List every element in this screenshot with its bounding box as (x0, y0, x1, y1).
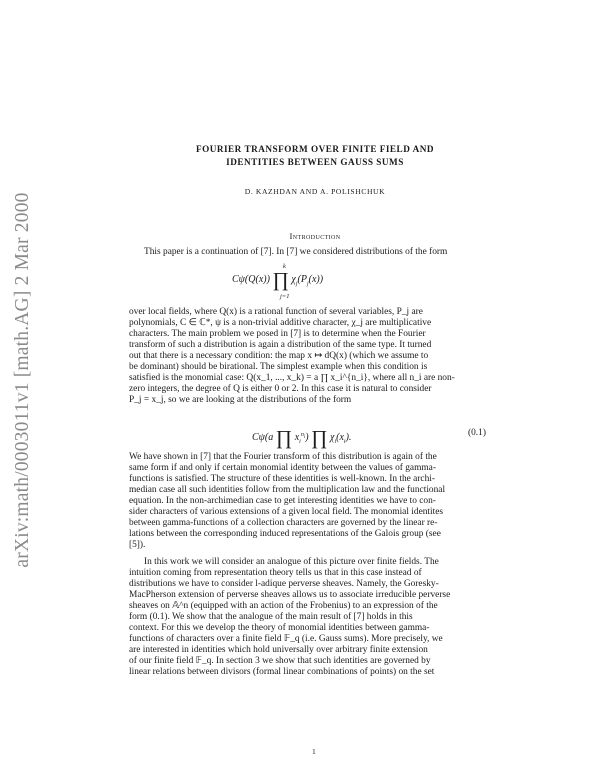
paragraph-line: functions is satisfied. The structure of these identities is well-known. In the archi- (129, 474, 436, 484)
paragraph-line: form (0.1). We show that the analogue of the main result of [7] holds in this (129, 612, 413, 622)
paragraph-line: characters. The main problem we posed in [7] is to determine when the Fourier (129, 329, 426, 339)
paragraph-line: [5]). (129, 540, 146, 550)
paragraph-line: In this work we will consider an analogue of this picture over finite fields. The (144, 557, 439, 567)
paragraph-line: equation. In the non-archimedian case to get interesting identities we have to con- (129, 496, 436, 506)
paragraph-line: lations between the corresponding induced representations of the Galois group (see (129, 529, 441, 539)
paragraph-line: over local fields, where Q(x) is a rational function of several variables, P_j are (129, 307, 423, 317)
paragraph-line: median case all such identities follow from the multiplication law and the functional (129, 485, 446, 495)
paragraph-line: out that there is a necessary condition: the map x ↦ dQ(x) (which we assume to (129, 351, 429, 361)
paragraph-line: are interested in identities which hold universally over arbitrary finite extension (129, 645, 428, 655)
paragraph-line: transform of such a distribution is again a distribution of the same type. It turned (129, 340, 432, 350)
paragraph-line: same form if and only if certain monomial identity between the values of gamma- (129, 463, 436, 473)
paper-title-line-1: FOURIER TRANSFORM OVER FINITE FIELD AND (195, 144, 435, 154)
paper-authors: D. KAZHDAN AND A. POLISHCHUK (244, 187, 386, 196)
paragraph-line: P_j = x_j, so we are looking at the distributions of the form (129, 395, 352, 405)
paper-title-line-2: IDENTITIES BETWEEN GAUSS SUMS (226, 157, 404, 167)
arxiv-side-label: arXiv:math/0003011v1 [math.AG] 2 Mar 2000 (12, 192, 33, 568)
paragraph-line: functions of characters over a finite field 𝔽_q (i.e. Gauss sums). More precisely, we (129, 634, 443, 644)
paragraph-line: distributions we have to consider l-adique perverse sheaves. Namely, the Goresky- (129, 579, 439, 589)
page-number: 1 (312, 747, 316, 756)
equation-number: (0.1) (468, 428, 486, 438)
paragraph-line: linear relations between divisors (formal linear combinations of points) on the set (129, 667, 435, 677)
section-heading: Introduction (289, 231, 341, 241)
paragraph-line: polynomials, C ∈ ℂ*, ψ is a non-trivial additive character, χ_j are multiplicative (129, 318, 432, 328)
paragraph-line: of our finite field 𝔽_q. In section 3 we show that such identities are governed by (129, 656, 431, 666)
paragraph-line: MacPherson extension of perverse sheaves allows us to associate irreducible perverse (129, 590, 451, 600)
paragraph-line: context. For this we develop the theory of monomial identities between gamma- (129, 623, 430, 633)
paragraph-line: between gamma-functions of a collection characters are governed by the linear re- (129, 518, 438, 528)
paragraph-line: sheaves on 𝔸^n (equipped with an action of the Frobenius) to an expression of the (129, 601, 438, 611)
paragraph-line: zero integers, the degree of Q is either 0 or 2. In this case it is natural to consider (129, 384, 432, 394)
paragraph-line: We have shown in [7] that the Fourier transform of this distribution is again of the (129, 452, 437, 462)
paragraph-line: sider characters of various extensions of a given local field. The monomial identites (129, 507, 444, 517)
paragraph-line: be dominant) should be birational. The simplest example when this condition is (129, 362, 428, 372)
paragraph-line: This paper is a continuation of [7]. In [7] we considered distributions of the form (144, 247, 448, 257)
equation-2: Cψ(a ∏ $x_i^{n_i}$) ∏ $\chi_i(x_i)$. (252, 427, 352, 449)
paragraph-line: intuition coming from representation theory tells us that in this case instead of (129, 568, 422, 578)
equation-1: Cψ(Q(x)) ∏ k j=1 $\chi_j(P_j(x))$ (232, 263, 324, 300)
paragraph-line: satisfied is the monomial case: Q(x_1, ..., x_k) = a ∏ x_i^{n_i}, where all n_i are non- (129, 373, 455, 383)
